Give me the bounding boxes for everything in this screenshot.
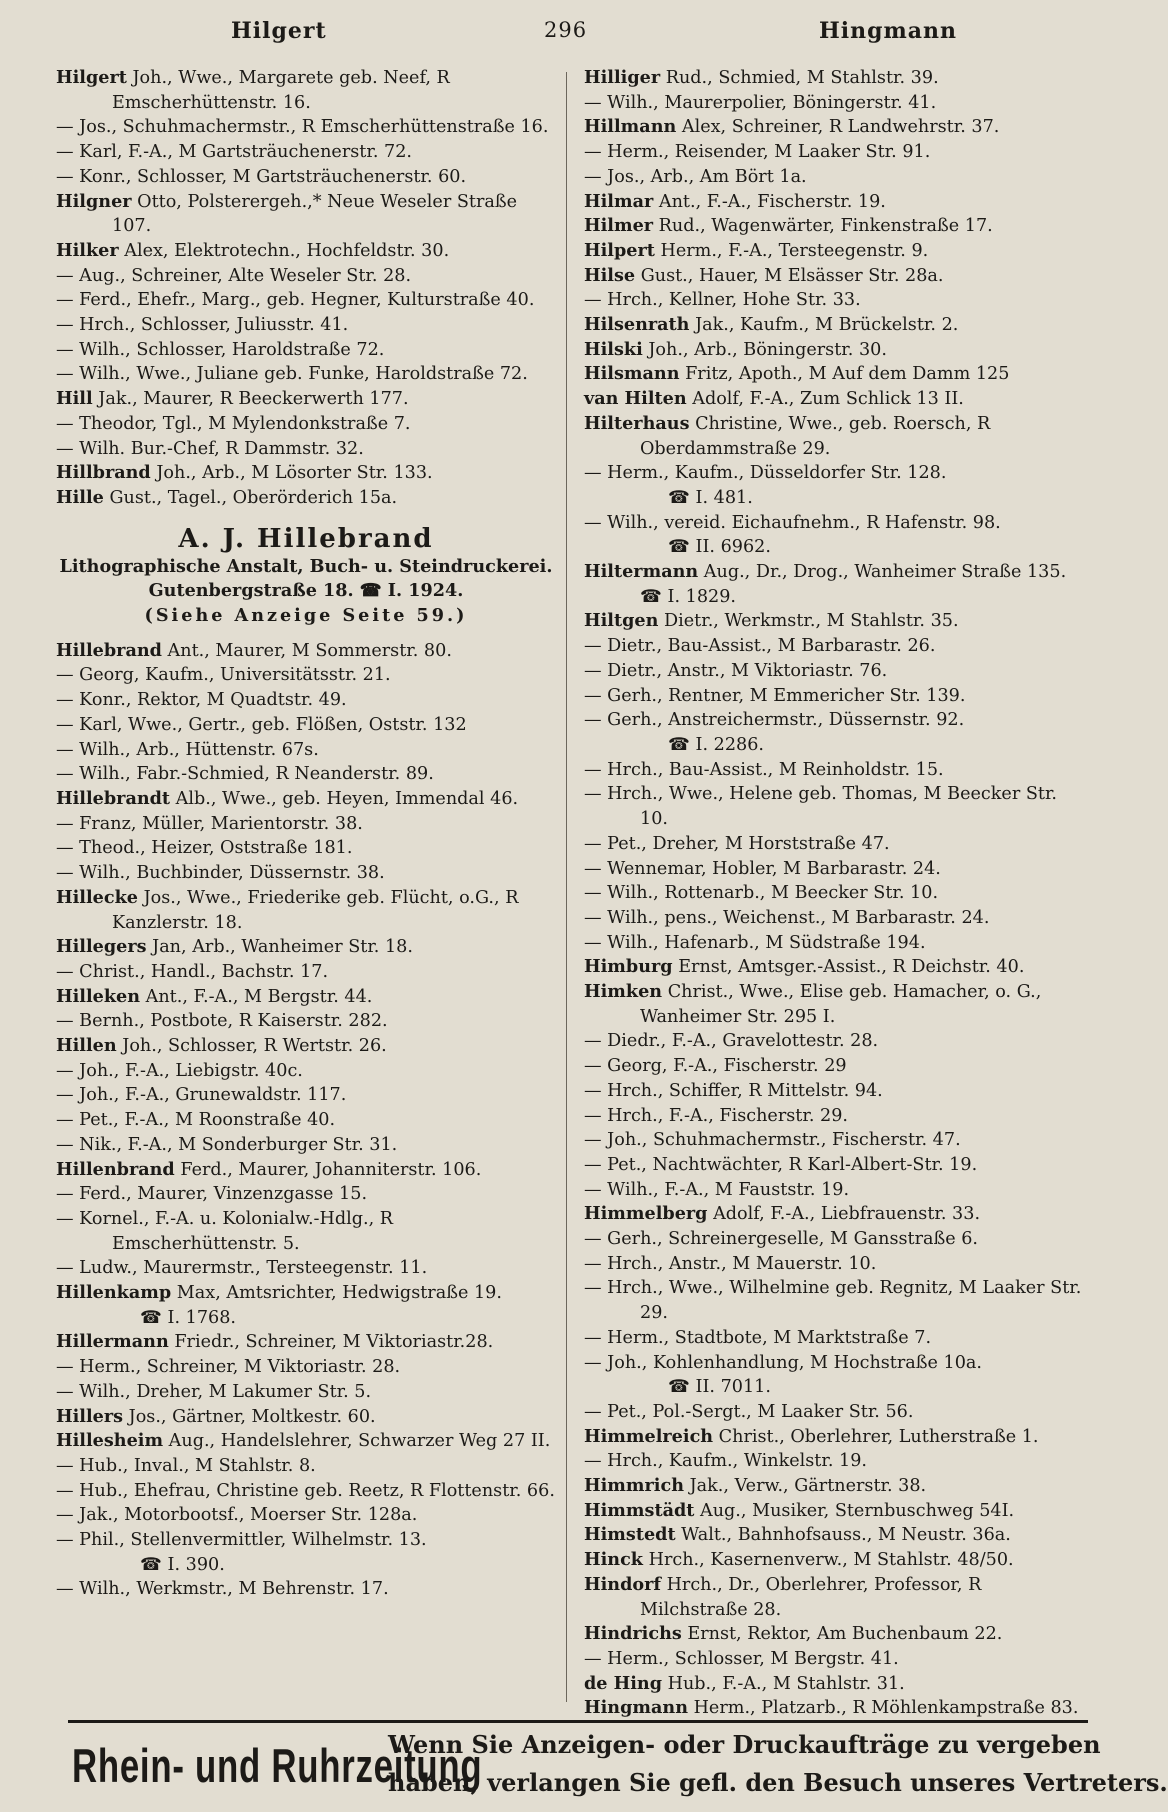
entry-details: — Theod., Heizer, Oststraße 181. xyxy=(56,838,353,859)
entry-details: — Wilh., Dreher, M Lakumer Str. 5. xyxy=(56,1381,372,1402)
entry-details: Christine, Wwe., geb. Roersch, R Oberdammstraße 29. xyxy=(640,413,991,459)
entry-details: Alex, Schreiner, R Landwehrstr. 37. xyxy=(681,117,1000,138)
entry-details: Fritz, Apoth., M Auf dem Damm 125 xyxy=(685,364,1010,385)
entry-surname: Hindrichs xyxy=(584,1623,682,1645)
directory-entry xyxy=(56,639,556,664)
page-number: 296 xyxy=(544,18,588,42)
directory-entry xyxy=(56,1528,556,1553)
entry-details: — Joh., Kohlenhandlung, M Hochstraße 10a. xyxy=(584,1352,983,1373)
entry-surname: van Hilten xyxy=(584,388,687,410)
entry-details: Ant., F.-A., M Bergstr. 44. xyxy=(145,986,373,1007)
directory-entry xyxy=(584,91,1084,116)
directory-entry xyxy=(56,387,556,412)
directory-entry xyxy=(584,1153,1084,1178)
directory-entry xyxy=(584,955,1084,980)
entry-details: Rud., Schmied, M Stahlstr. 39. xyxy=(665,68,939,88)
entry-details: — Hrch., Anstr., M Mauerstr. 10. xyxy=(584,1253,877,1274)
directory-entry xyxy=(584,1029,1084,1054)
entry-details: — Karl, Wwe., Gertr., geb. Flößen, Oststr. 132 xyxy=(56,714,467,735)
entry-details: — Hrch., Wwe., Helene geb. Thomas, M Beecker Str. 10. xyxy=(584,784,1058,830)
entry-surname: Hilker xyxy=(56,239,119,261)
directory-entry xyxy=(56,313,556,338)
directory-entry xyxy=(584,1054,1084,1079)
directory-entry xyxy=(584,387,1084,412)
entry-details: Ant., F.-A., Fischerstr. 19. xyxy=(658,191,886,212)
directory-entry xyxy=(584,313,1084,338)
entry-details: — Herm., Schreiner, M Viktoriastr. 28. xyxy=(56,1357,401,1378)
directory-entry xyxy=(56,140,556,165)
entry-surname: Hillebrandt xyxy=(56,787,171,809)
entry-details: Jan, Arb., Wanheimer Str. 18. xyxy=(152,937,413,958)
entry-details: — Hrch., Wwe., Wilhelmine geb. Regnitz, M Laaker Str. 29. xyxy=(584,1278,1082,1324)
entry-details: Adolf, F.-A., Zum Schlick 13 II. xyxy=(692,389,964,410)
directory-entry xyxy=(584,1202,1084,1227)
directory-entry xyxy=(56,663,556,688)
directory-entry xyxy=(584,1326,1084,1351)
entry-details: — Herm., Reisender, M Laaker Str. 91. xyxy=(584,142,931,163)
directory-entry xyxy=(56,985,556,1010)
directory-entry xyxy=(584,1252,1084,1277)
directory-entry xyxy=(56,1454,556,1479)
directory-entry xyxy=(56,1009,556,1034)
header-left-catchword: Hilgert xyxy=(231,18,327,44)
directory-entry xyxy=(56,1330,556,1355)
directory-entry xyxy=(56,1059,556,1084)
entry-surname: Hillbrand xyxy=(56,462,151,484)
entry-details: — Hrch., Bau-Assist., M Reinholdstr. 15. xyxy=(584,759,944,780)
directory-entry xyxy=(584,1499,1084,1524)
phone-entry xyxy=(584,1375,1084,1400)
entry-surname: Hilski xyxy=(584,338,643,360)
entry-details: — Georg, F.-A., Fischerstr. 29 xyxy=(584,1056,847,1077)
entry-details: — Herm., Stadtbote, M Marktstraße 7. xyxy=(584,1327,932,1348)
entry-surname: Hillenbrand xyxy=(56,1158,175,1180)
entry-details: Walt., Bahnhofsauss., M Neustr. 36a. xyxy=(681,1525,1011,1546)
entry-details: Ferd., Maurer, Johanniterstr. 106. xyxy=(180,1159,482,1180)
entry-details: — Wilh., Wwe., Juliane geb. Funke, Haroldstraße 72. xyxy=(56,364,528,385)
directory-entry xyxy=(56,1380,556,1405)
directory-entry xyxy=(584,362,1084,387)
directory-entry xyxy=(584,1696,1084,1721)
entry-surname: Hilmer xyxy=(584,215,654,237)
entry-details: Jak., Kaufm., M Brückelstr. 2. xyxy=(695,315,959,336)
ad-line-1: Lithographische Anstalt, Buch- u. Steindruckerei. xyxy=(59,555,553,577)
directory-entry xyxy=(584,1622,1084,1647)
entry-details: — Wilh., F.-A., M Fauststr. 19. xyxy=(584,1179,850,1200)
entry-details: Gust., Tagel., Oberörderich 15a. xyxy=(109,487,398,508)
entry-details: — Hrch., F.-A., Fischerstr. 29. xyxy=(584,1105,848,1126)
directory-entry xyxy=(56,362,556,387)
directory-entry xyxy=(584,140,1084,165)
directory-entry xyxy=(56,812,556,837)
entry-details: — Konr., Rektor, M Quadtstr. 49. xyxy=(56,690,347,711)
phone-entry xyxy=(56,1306,556,1331)
directory-entry xyxy=(56,66,556,115)
directory-entry xyxy=(584,1400,1084,1425)
directory-entry xyxy=(584,1227,1084,1252)
entry-surname: de Hing xyxy=(584,1672,663,1694)
entry-details: — Joh., F.-A., Grunewaldstr. 117. xyxy=(56,1085,347,1106)
directory-entry xyxy=(584,1425,1084,1450)
directory-entry xyxy=(584,1178,1084,1203)
entry-surname: Hillermann xyxy=(56,1331,169,1353)
directory-entry xyxy=(584,782,1084,831)
entry-details: — Gerh., Schreinergeselle, M Gansstraße 6. xyxy=(584,1229,979,1250)
entry-details: Joh., Arb., Böningerstr. 30. xyxy=(648,339,887,360)
entry-details: — Aug., Schreiner, Alte Weseler Str. 28. xyxy=(56,265,412,286)
entry-details: Dietr., Werkmstr., M Stahlstr. 35. xyxy=(664,611,959,632)
entry-details: — Jos., Arb., Am Bört 1a. xyxy=(584,166,807,187)
entry-details: — Diedr., F.-A., Gravelottestr. 28. xyxy=(584,1031,879,1052)
entry-details: Friedr., Schreiner, M Viktoriastr.28. xyxy=(174,1332,494,1353)
entry-details: — Pet., Nachtwächter, R Karl-Albert-Str. 19. xyxy=(584,1154,978,1175)
phone-icon: ☎ xyxy=(140,1554,168,1575)
entry-details: — Phil., Stellenvermittler, Wilhelmstr. 13. xyxy=(56,1530,427,1551)
entry-details: — Wilh., Fabr.-Schmied, R Neanderstr. 89. xyxy=(56,764,434,785)
entry-details: — Bernh., Postbote, R Kaiserstr. 282. xyxy=(56,1011,388,1032)
entry-details: Jos., Gärtner, Moltkestr. 60. xyxy=(128,1406,376,1427)
directory-entry xyxy=(56,115,556,140)
phone-icon: ☎ xyxy=(668,734,696,755)
footer-line-2: haben, verlangen Sie gefl. den Besuch unseres Vertreters. xyxy=(388,1768,1168,1797)
directory-entry xyxy=(584,832,1084,857)
directory-entry xyxy=(584,214,1084,239)
directory-entry xyxy=(584,659,1084,684)
newspaper-brand: Rhein- und Ruhrzeitung xyxy=(72,1739,483,1792)
entry-details: — Jak., Motorbootsf., Moerser Str. 128a. xyxy=(56,1505,418,1526)
entry-surname: Himmrich xyxy=(584,1475,684,1497)
entry-details: Gust., Hauer, M Elsässer Str. 28a. xyxy=(640,265,944,286)
phone-icon: ☎ xyxy=(140,1307,168,1328)
directory-entry xyxy=(56,1083,556,1108)
directory-entry xyxy=(56,1256,556,1281)
entry-details: — Karl, F.-A., M Gartsträuchenerstr. 72. xyxy=(56,142,412,163)
entry-details: — Wilh., vereid. Eichaufnehm., R Hafenstr. 98. xyxy=(584,512,1001,533)
directory-entry xyxy=(584,1573,1084,1622)
directory-entry xyxy=(584,66,1084,91)
entry-surname: Himken xyxy=(584,981,663,1003)
directory-entry xyxy=(584,1128,1084,1153)
directory-entry xyxy=(584,560,1084,609)
entry-details: — Joh., F.-A., Liebigstr. 40c. xyxy=(56,1060,303,1081)
directory-entry xyxy=(56,1479,556,1504)
hillebrand-advertisement xyxy=(56,523,556,629)
entry-details: Aug., Musiker, Sternbuschweg 54I. xyxy=(700,1500,1015,1521)
entry-details: Joh., Wwe., Margarete geb. Neef, R Emscherhüttenstr. 16. xyxy=(112,68,450,113)
directory-entry xyxy=(56,165,556,190)
phone-number: I. 2286. xyxy=(695,734,765,755)
phone-entry xyxy=(584,486,1084,511)
entry-surname: Himstedt xyxy=(584,1524,676,1546)
phone-number: I. 390. xyxy=(167,1554,225,1575)
entry-details: — Hrch., Schiffer, R Mittelstr. 94. xyxy=(584,1080,883,1101)
entry-surname: Hilse xyxy=(584,264,636,286)
ad-line-3: (Siehe Anzeige Seite 59.) xyxy=(144,605,468,627)
entry-details: — Ludw., Maurermstr., Tersteegenstr. 11. xyxy=(56,1258,428,1279)
entry-details: — Pet., Dreher, M Horststraße 47. xyxy=(584,833,890,854)
entry-surname: Himburg xyxy=(584,956,673,978)
entry-details: Aug., Dr., Drog., Wanheimer Straße 135. ☎ I. 1829. xyxy=(640,562,1067,607)
directory-entry xyxy=(56,886,556,935)
entry-details: Ernst, Amtsger.-Assist., R Deichstr. 40. xyxy=(678,957,1025,978)
entry-details: — Konr., Schlosser, M Gartsträuchenerstr. 60. xyxy=(56,166,467,187)
phone-number: I. 481. xyxy=(695,487,753,508)
directory-entry xyxy=(56,762,556,787)
entry-details: — Nik., F.-A., M Sonderburger Str. 31. xyxy=(56,1134,398,1155)
entry-details: — Herm., Schlosser, M Bergstr. 41. xyxy=(584,1649,899,1669)
directory-entry xyxy=(56,338,556,363)
directory-entry xyxy=(584,239,1084,264)
footer-rule xyxy=(68,1720,1088,1723)
directory-entry xyxy=(56,688,556,713)
entry-details: — Jos., Schuhmachermstr., R Emscherhüttenstraße 16. xyxy=(56,117,549,138)
directory-entry xyxy=(56,836,556,861)
directory-entry xyxy=(56,1108,556,1133)
directory-entry xyxy=(56,412,556,437)
directory-entry xyxy=(56,1034,556,1059)
entry-details: — Herm., Kaufm., Düsseldorfer Str. 128. xyxy=(584,463,947,484)
entry-details: Rud., Wagenwärter, Finkenstraße 17. xyxy=(658,216,993,237)
right-column xyxy=(584,66,1084,1719)
entry-surname: Hillers xyxy=(56,1405,124,1427)
directory-entry xyxy=(56,288,556,313)
entry-details: Max, Amtsrichter, Hedwigstraße 19. xyxy=(176,1283,502,1304)
entry-details: — Gerh., Rentner, M Emmericher Str. 139. xyxy=(584,685,966,706)
entry-surname: Hilleken xyxy=(56,985,141,1007)
entry-surname: Himmelberg xyxy=(584,1203,708,1225)
directory-entry xyxy=(56,1429,556,1454)
directory-entry xyxy=(584,1449,1084,1474)
entry-details: — Ferd., Ehefr., Marg., geb. Hegner, Kulturstraße 40. xyxy=(56,290,535,311)
directory-entry xyxy=(584,511,1084,536)
phone-icon: ☎ xyxy=(668,537,696,558)
directory-entry xyxy=(56,1405,556,1430)
directory-entry xyxy=(584,881,1084,906)
entry-details: Alb., Wwe., geb. Heyen, Immendal 46. xyxy=(175,788,519,809)
entry-details: — Dietr., Bau-Assist., M Barbarastr. 26. xyxy=(584,636,936,657)
entry-details: Jak., Maurer, R Beeckerwerth 177. xyxy=(98,389,409,410)
directory-entry xyxy=(584,857,1084,882)
directory-entry xyxy=(584,708,1084,733)
entry-details: — Hub., Ehefrau, Christine geb. Reetz, R Flottenstr. 66. xyxy=(56,1480,555,1501)
entry-details: — Georg, Kaufm., Universitätsstr. 21. xyxy=(56,665,391,686)
entry-details: Christ., Wwe., Elise geb. Hamacher, o. G., Wanheimer Str. 295 I. xyxy=(640,982,1042,1027)
directory-entry xyxy=(56,960,556,985)
phone-entry xyxy=(584,733,1084,758)
entry-details: — Gerh., Anstreichermstr., Düssernstr. 92. xyxy=(584,710,965,731)
phone-entry xyxy=(56,1553,556,1578)
directory-entry xyxy=(584,1523,1084,1548)
ad-firm-name: A. J. Hillebrand xyxy=(178,523,434,554)
directory-entry xyxy=(584,461,1084,486)
directory-entry xyxy=(584,634,1084,659)
entry-details: — Hrch., Kellner, Hohe Str. 33. xyxy=(584,290,861,311)
entry-details: Herm., F.-A., Tersteegenstr. 9. xyxy=(660,240,929,261)
entry-surname: Hillesheim xyxy=(56,1430,164,1452)
entry-details: Jak., Verw., Gärtnerstr. 38. xyxy=(689,1476,927,1497)
entry-details: — Wilh., Rottenarb., M Beecker Str. 10. xyxy=(584,883,939,904)
directory-entry xyxy=(584,338,1084,363)
entry-details: — Pet., Pol.-Sergt., M Laaker Str. 56. xyxy=(584,1401,914,1422)
directory-entry xyxy=(584,906,1084,931)
directory-entry xyxy=(584,1276,1084,1325)
entry-surname: Hilsenrath xyxy=(584,314,690,336)
entry-details: Hub., F.-A., M Stahlstr. 31. xyxy=(667,1673,905,1694)
entry-details: — Wennemar, Hobler, M Barbarastr. 24. xyxy=(584,858,941,879)
directory-entry xyxy=(584,1548,1084,1573)
directory-entry xyxy=(56,1281,556,1306)
entry-surname: Hillenkamp xyxy=(56,1282,172,1304)
directory-entry xyxy=(584,412,1084,461)
header-right-catchword: Hingmann xyxy=(819,18,958,44)
directory-entry xyxy=(56,1182,556,1207)
directory-entry xyxy=(584,1079,1084,1104)
entry-details: — Joh., Schuhmachermstr., Fischerstr. 47. xyxy=(584,1130,961,1151)
entry-details: — Wilh., Werkmstr., M Behrenstr. 17. xyxy=(56,1579,389,1600)
entry-details: Adolf, F.-A., Liebfrauenstr. 33. xyxy=(713,1204,981,1225)
directory-entry xyxy=(584,1474,1084,1499)
entry-surname: Himmstädt xyxy=(584,1499,695,1521)
directory-entry xyxy=(584,980,1084,1029)
directory-entry xyxy=(56,1503,556,1528)
directory-entry xyxy=(584,609,1084,634)
directory-entry xyxy=(56,239,556,264)
entry-details: — Hub., Inval., M Stahlstr. 8. xyxy=(56,1455,316,1476)
directory-entry xyxy=(56,787,556,812)
directory-entry xyxy=(56,264,556,289)
entry-surname: Hillmann xyxy=(584,116,677,138)
directory-entry xyxy=(584,288,1084,313)
directory-entry xyxy=(56,1207,556,1256)
directory-entry xyxy=(56,713,556,738)
running-header xyxy=(56,18,1084,54)
entry-details: — Wilh. Bur.-Chef, R Dammstr. 32. xyxy=(56,438,364,459)
entry-surname: Hillen xyxy=(56,1035,117,1057)
entry-details: — Wilh., Schlosser, Haroldstraße 72. xyxy=(56,339,385,360)
entry-details: — Pet., F.-A., M Roonstraße 40. xyxy=(56,1110,336,1131)
entry-surname: Hilmar xyxy=(584,190,654,212)
entry-surname: Hilliger xyxy=(584,67,661,88)
entry-details: — Wilh., Arb., Hüttenstr. 67s. xyxy=(56,739,319,760)
directory-entry xyxy=(584,684,1084,709)
entry-surname: Hillebrand xyxy=(56,639,162,661)
entry-details: — Ferd., Maurer, Vinzenzgasse 15. xyxy=(56,1184,368,1205)
entry-surname: Hindorf xyxy=(584,1573,661,1595)
directory-entry xyxy=(56,935,556,960)
phone-icon: ☎ xyxy=(668,1377,696,1398)
entry-details: Alex, Elektrotechn., Hochfeldstr. 30. xyxy=(124,240,450,261)
directory-entry xyxy=(584,758,1084,783)
entry-details: — Theodor, Tgl., M Mylendonkstraße 7. xyxy=(56,413,411,434)
directory-entry xyxy=(584,190,1084,215)
entry-details: — Christ., Handl., Bachstr. 17. xyxy=(56,961,329,982)
directory-entry xyxy=(584,165,1084,190)
entry-surname: Hilgner xyxy=(56,190,132,212)
directory-entry xyxy=(56,1158,556,1183)
entry-details: — Wilh., Hafenarb., M Südstraße 194. xyxy=(584,932,926,953)
entry-details: — Kornel., F.-A. u. Kolonialw.-Hdlg., R Emscherhüttenstr. 5. xyxy=(56,1208,394,1254)
ad-line-2: Gutenbergstraße 18. ☎ I. 1924. xyxy=(148,580,464,602)
entry-details: Christ., Oberlehrer, Lutherstraße 1. xyxy=(718,1426,1039,1447)
footer-advertisement xyxy=(68,1726,1168,1806)
directory-entry xyxy=(584,115,1084,140)
entry-surname: Hiltgen xyxy=(584,610,659,632)
entry-surname: Hiltermann xyxy=(584,561,699,583)
directory-entry xyxy=(584,1104,1084,1129)
directory-entry xyxy=(56,1577,556,1602)
directory-entry xyxy=(56,437,556,462)
entry-surname: Hilpert xyxy=(584,239,655,261)
entry-details: — Franz, Müller, Marientorstr. 38. xyxy=(56,813,363,834)
directory-entry xyxy=(56,738,556,763)
entry-surname: Hingmann xyxy=(584,1697,688,1719)
entry-details: — Hrch., Schlosser, Juliusstr. 41. xyxy=(56,315,349,336)
entry-details: Joh., Schlosser, R Wertstr. 26. xyxy=(122,1036,387,1057)
directory-entry xyxy=(584,1672,1084,1697)
entry-details: — Wilh., pens., Weichenst., M Barbarastr. 24. xyxy=(584,907,990,928)
entry-surname: Hill xyxy=(56,388,93,410)
entry-details: Herm., Platzarb., R Möhlenkampstraße 83. xyxy=(693,1698,1079,1719)
directory-entry xyxy=(584,1647,1084,1672)
entry-details: — Dietr., Anstr., M Viktoriastr. 76. xyxy=(584,660,888,681)
directory-entry xyxy=(56,1133,556,1158)
directory-entry xyxy=(584,931,1084,956)
entry-details: Jos., Wwe., Friederike geb. Flücht, o.G., R Kanzlerstr. 18. xyxy=(112,887,519,933)
column-divider xyxy=(566,72,567,1702)
directory-entry xyxy=(56,486,556,511)
entry-details: Hrch., Dr., Oberlehrer, Professor, R Milchstraße 28. xyxy=(640,1574,982,1620)
entry-surname: Hilgert xyxy=(56,67,127,88)
entry-surname: Hillegers xyxy=(56,936,147,958)
directory-entry xyxy=(56,190,556,239)
directory-entry xyxy=(56,461,556,486)
directory-entry xyxy=(56,861,556,886)
entry-details: — Wilh., Maurerpolier, Böningerstr. 41. xyxy=(584,92,937,113)
entry-details: Aug., Handelslehrer, Schwarzer Weg 27 II. xyxy=(168,1431,551,1452)
entry-details: Hrch., Kasernenverw., M Stahlstr. 48/50. xyxy=(648,1550,1014,1571)
entry-surname: Himmelreich xyxy=(584,1425,714,1447)
entry-surname: Hinck xyxy=(584,1549,644,1571)
entry-surname: Hilterhaus xyxy=(584,412,690,434)
entry-details: — Wilh., Buchbinder, Düssernstr. 38. xyxy=(56,863,385,884)
phone-number: I. 1768. xyxy=(167,1307,237,1328)
footer-line-1: Wenn Sie Anzeigen- oder Druckaufträge zu vergeben xyxy=(388,1730,1101,1759)
entry-details: Ant., Maurer, M Sommerstr. 80. xyxy=(167,640,452,661)
phone-icon: ☎ xyxy=(668,487,696,508)
phone-number: II. 6962. xyxy=(695,537,771,558)
entry-details: Otto, Polsterergeh.,* Neue Weseler Straße 107. xyxy=(112,191,518,237)
entry-surname: Hillecke xyxy=(56,886,138,908)
phone-entry xyxy=(584,535,1084,560)
entry-surname: Hille xyxy=(56,486,104,508)
directory-entry xyxy=(584,264,1084,289)
entry-surname: Hilsmann xyxy=(584,363,680,385)
entry-details: Ernst, Rektor, Am Buchenbaum 22. xyxy=(687,1624,1003,1645)
directory-entry xyxy=(56,1355,556,1380)
entry-details: Joh., Arb., M Lösorter Str. 133. xyxy=(156,463,433,484)
phone-number: II. 7011. xyxy=(695,1377,771,1398)
directory-entry xyxy=(584,1351,1084,1376)
left-column xyxy=(56,66,556,1706)
entry-details: — Hrch., Kaufm., Winkelstr. 19. xyxy=(584,1451,868,1472)
